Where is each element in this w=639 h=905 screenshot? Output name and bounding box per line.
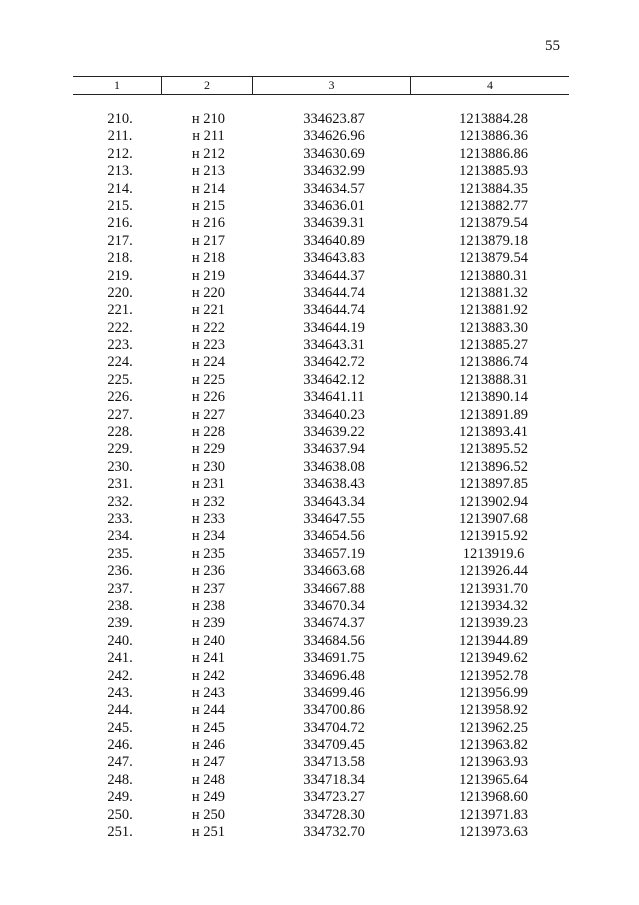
point-id: н 212 xyxy=(191,145,226,162)
table-row xyxy=(73,337,569,354)
coord-x: 334644.74 xyxy=(303,302,365,319)
page-number: 55 xyxy=(545,38,560,54)
coord-y: 1213886.36 xyxy=(459,128,528,145)
coord-y: 1213907.68 xyxy=(459,510,528,527)
coord-x: 334642.12 xyxy=(303,371,365,388)
point-id: н 225 xyxy=(191,371,226,388)
row-index: 229. xyxy=(107,441,133,458)
point-id: н 222 xyxy=(191,319,226,336)
table-row xyxy=(73,476,569,493)
point-id: н 211 xyxy=(192,128,225,145)
coord-y: 1213881.92 xyxy=(459,302,528,319)
table-row xyxy=(73,320,569,337)
row-index: 233. xyxy=(107,510,133,527)
point-id: н 238 xyxy=(191,597,226,614)
point-id: н 210 xyxy=(191,111,226,127)
coord-y: 1213886.74 xyxy=(459,354,528,371)
coord-y: 1213893.41 xyxy=(459,424,528,441)
coord-y: 1213897.85 xyxy=(459,476,528,493)
coord-x: 334623.87 xyxy=(303,111,365,127)
coord-x: 334663.68 xyxy=(303,563,365,580)
table-row xyxy=(73,407,569,424)
coord-x: 334696.48 xyxy=(303,667,365,684)
table-row xyxy=(73,181,569,198)
point-id: н 226 xyxy=(191,389,226,406)
table-row xyxy=(73,459,569,476)
coord-y: 1213971.83 xyxy=(459,806,528,823)
coord-x: 334643.83 xyxy=(303,250,365,267)
coord-y: 1213880.31 xyxy=(459,267,528,284)
coord-y: 1213963.82 xyxy=(459,737,528,754)
coord-x: 334630.69 xyxy=(303,145,365,162)
coord-x: 334634.57 xyxy=(303,180,365,197)
row-index: 218. xyxy=(107,250,133,267)
point-id: н 216 xyxy=(191,215,226,232)
coord-x: 334699.46 xyxy=(303,684,365,701)
table-row xyxy=(73,702,569,719)
coord-y: 1213891.89 xyxy=(459,406,528,423)
point-id: н 246 xyxy=(191,737,226,754)
coord-x: 334644.19 xyxy=(303,319,365,336)
table-row xyxy=(73,720,569,737)
coord-x: 334732.70 xyxy=(303,824,365,841)
point-id: н 242 xyxy=(191,667,226,684)
table-row xyxy=(73,528,569,545)
row-index: 220. xyxy=(107,284,133,301)
header-cell-1: 1 xyxy=(114,78,120,92)
coord-y: 1213962.25 xyxy=(459,719,528,736)
coord-x: 334638.43 xyxy=(303,476,365,493)
row-index: 226. xyxy=(107,389,133,406)
coord-x: 334640.89 xyxy=(303,232,365,249)
row-index: 217. xyxy=(107,232,133,249)
row-index: 231. xyxy=(107,476,133,493)
coord-y: 1213879.54 xyxy=(459,250,528,267)
coord-y: 1213919.6 xyxy=(462,545,525,562)
coord-y: 1213896.52 xyxy=(459,458,528,475)
row-index: 211. xyxy=(107,128,133,145)
coordinates-table xyxy=(73,76,569,841)
row-index: 234. xyxy=(107,528,133,545)
row-index: 238. xyxy=(107,597,133,614)
point-id: н 224 xyxy=(191,354,226,371)
table-row xyxy=(73,268,569,285)
table-header xyxy=(73,76,569,95)
coord-x: 334638.08 xyxy=(303,458,365,475)
coord-y: 1213958.92 xyxy=(459,702,528,719)
table-row xyxy=(73,807,569,824)
coord-y: 1213956.99 xyxy=(459,684,528,701)
row-index: 232. xyxy=(107,493,133,510)
point-id: н 227 xyxy=(191,406,226,423)
coord-x: 334626.96 xyxy=(303,128,365,145)
table-row xyxy=(73,650,569,667)
table-row xyxy=(73,128,569,145)
coord-x: 334644.74 xyxy=(303,284,365,301)
point-id: н 245 xyxy=(191,719,226,736)
coord-y: 1213949.62 xyxy=(459,650,528,667)
point-id: н 240 xyxy=(191,632,226,649)
table-row xyxy=(73,111,569,128)
table-row xyxy=(73,546,569,563)
row-index: 235. xyxy=(107,545,133,562)
row-index: 244. xyxy=(107,702,133,719)
table-row xyxy=(73,215,569,232)
row-index: 222. xyxy=(107,319,133,336)
table-row xyxy=(73,633,569,650)
coord-y: 1213934.32 xyxy=(459,597,528,614)
table-row xyxy=(73,511,569,528)
coord-y: 1213973.63 xyxy=(459,824,528,841)
coord-x: 334637.94 xyxy=(303,441,365,458)
point-id: н 220 xyxy=(191,284,226,301)
row-index: 212. xyxy=(107,145,133,162)
table-row xyxy=(73,772,569,789)
table-row xyxy=(73,754,569,771)
coord-x: 334723.27 xyxy=(303,789,365,806)
row-index: 240. xyxy=(107,632,133,649)
table-row xyxy=(73,668,569,685)
table-row xyxy=(73,615,569,632)
coord-y: 1213884.28 xyxy=(459,111,528,127)
coord-y: 1213939.23 xyxy=(459,615,528,632)
coord-x: 334641.11 xyxy=(303,389,365,406)
point-id: н 223 xyxy=(191,337,226,354)
coord-x: 334657.19 xyxy=(303,545,365,562)
table-row xyxy=(73,198,569,215)
coord-x: 334639.31 xyxy=(303,215,365,232)
point-id: н 219 xyxy=(191,267,226,284)
coord-x: 334667.88 xyxy=(303,580,365,597)
point-id: н 215 xyxy=(191,197,226,214)
coord-x: 334639.22 xyxy=(303,424,365,441)
table-row xyxy=(73,354,569,371)
point-id: н 251 xyxy=(191,824,226,841)
coord-y: 1213884.35 xyxy=(459,180,528,197)
row-index: 216. xyxy=(107,215,133,232)
coord-x: 334632.99 xyxy=(303,163,365,180)
coord-y: 1213895.52 xyxy=(459,441,528,458)
row-index: 214. xyxy=(107,180,133,197)
point-id: н 229 xyxy=(191,441,226,458)
table-row xyxy=(73,372,569,389)
table-row xyxy=(73,563,569,580)
row-index: 241. xyxy=(107,650,133,667)
row-index: 230. xyxy=(107,458,133,475)
point-id: н 221 xyxy=(191,302,226,319)
coord-y: 1213881.32 xyxy=(459,284,528,301)
row-index: 245. xyxy=(107,719,133,736)
coord-y: 1213886.86 xyxy=(459,145,528,162)
table-row xyxy=(73,302,569,319)
row-index: 225. xyxy=(107,371,133,388)
table-row xyxy=(73,424,569,441)
row-index: 242. xyxy=(107,667,133,684)
coord-x: 334670.34 xyxy=(303,597,365,614)
point-id: н 249 xyxy=(191,789,226,806)
row-index: 210. xyxy=(107,111,133,127)
coord-x: 334643.31 xyxy=(303,337,365,354)
coord-y: 1213952.78 xyxy=(459,667,528,684)
point-id: н 214 xyxy=(191,180,226,197)
row-index: 213. xyxy=(107,163,133,180)
point-id: н 244 xyxy=(191,702,226,719)
point-id: н 237 xyxy=(191,580,226,597)
coord-x: 334636.01 xyxy=(303,197,365,214)
table-row xyxy=(73,789,569,806)
point-id: н 213 xyxy=(191,163,226,180)
row-index: 251. xyxy=(107,824,133,841)
table-row xyxy=(73,824,569,841)
point-id: н 231 xyxy=(191,476,226,493)
coord-y: 1213882.77 xyxy=(459,197,528,214)
table-row xyxy=(73,598,569,615)
coord-x: 334674.37 xyxy=(303,615,365,632)
coord-x: 334728.30 xyxy=(303,806,365,823)
table-row xyxy=(73,389,569,406)
coord-y: 1213885.27 xyxy=(459,337,528,354)
point-id: н 250 xyxy=(191,806,226,823)
table-body xyxy=(73,111,569,841)
point-id: н 234 xyxy=(191,528,226,545)
coord-y: 1213944.89 xyxy=(459,632,528,649)
table-row xyxy=(73,737,569,754)
coord-x: 334713.58 xyxy=(303,754,365,771)
table-row xyxy=(73,233,569,250)
point-id: н 217 xyxy=(191,232,226,249)
row-index: 227. xyxy=(107,406,133,423)
row-index: 237. xyxy=(107,580,133,597)
coord-y: 1213931.70 xyxy=(459,580,528,597)
point-id: н 218 xyxy=(191,250,226,267)
table-row xyxy=(73,494,569,511)
coord-x: 334700.86 xyxy=(303,702,365,719)
coord-x: 334704.72 xyxy=(303,719,365,736)
row-index: 236. xyxy=(107,563,133,580)
point-id: н 235 xyxy=(191,545,226,562)
coord-x: 334647.55 xyxy=(303,510,365,527)
point-id: н 236 xyxy=(191,563,226,580)
row-index: 221. xyxy=(107,302,133,319)
coord-y: 1213879.18 xyxy=(459,232,528,249)
coord-x: 334654.56 xyxy=(303,528,365,545)
row-index: 243. xyxy=(107,684,133,701)
point-id: н 228 xyxy=(191,424,226,441)
table-row xyxy=(73,685,569,702)
coord-x: 334684.56 xyxy=(303,632,365,649)
coord-y: 1213885.93 xyxy=(459,163,528,180)
coord-x: 334642.72 xyxy=(303,354,365,371)
header-cell-3: 3 xyxy=(252,77,410,94)
point-id: н 230 xyxy=(191,458,226,475)
row-index: 223. xyxy=(107,337,133,354)
table-row xyxy=(73,163,569,180)
header-cell-4: 4 xyxy=(410,77,569,94)
table-row xyxy=(73,146,569,163)
row-index: 248. xyxy=(107,771,133,788)
table-row xyxy=(73,581,569,598)
point-id: н 232 xyxy=(191,493,226,510)
coord-y: 1213902.94 xyxy=(459,493,528,510)
coord-y: 1213968.60 xyxy=(459,789,528,806)
table-row xyxy=(73,250,569,267)
row-index: 239. xyxy=(107,615,133,632)
coord-x: 334709.45 xyxy=(303,737,365,754)
row-index: 219. xyxy=(107,267,133,284)
point-id: н 239 xyxy=(191,615,226,632)
coord-y: 1213915.92 xyxy=(459,528,528,545)
coord-y: 1213879.54 xyxy=(459,215,528,232)
header-cell-2: 2 xyxy=(161,77,252,94)
point-id: н 243 xyxy=(191,684,226,701)
row-index: 215. xyxy=(107,197,133,214)
row-index: 247. xyxy=(107,754,133,771)
point-id: н 241 xyxy=(191,650,226,667)
coord-y: 1213926.44 xyxy=(459,563,528,580)
coord-y: 1213963.93 xyxy=(459,754,528,771)
point-id: н 247 xyxy=(191,754,226,771)
coord-y: 1213965.64 xyxy=(459,771,528,788)
row-index: 228. xyxy=(107,424,133,441)
row-index: 249. xyxy=(107,789,133,806)
point-id: н 233 xyxy=(191,510,226,527)
coord-y: 1213883.30 xyxy=(459,319,528,336)
coord-x: 334640.23 xyxy=(303,406,365,423)
point-id: н 248 xyxy=(191,771,226,788)
table-row xyxy=(73,285,569,302)
coord-x: 334644.37 xyxy=(303,267,365,284)
table-row xyxy=(73,441,569,458)
row-index: 246. xyxy=(107,737,133,754)
coord-y: 1213890.14 xyxy=(459,389,528,406)
coord-x: 334691.75 xyxy=(303,650,365,667)
coord-x: 334643.34 xyxy=(303,493,365,510)
row-index: 224. xyxy=(107,354,133,371)
coord-x: 334718.34 xyxy=(303,771,365,788)
row-index: 250. xyxy=(107,806,133,823)
coord-y: 1213888.31 xyxy=(459,371,528,388)
